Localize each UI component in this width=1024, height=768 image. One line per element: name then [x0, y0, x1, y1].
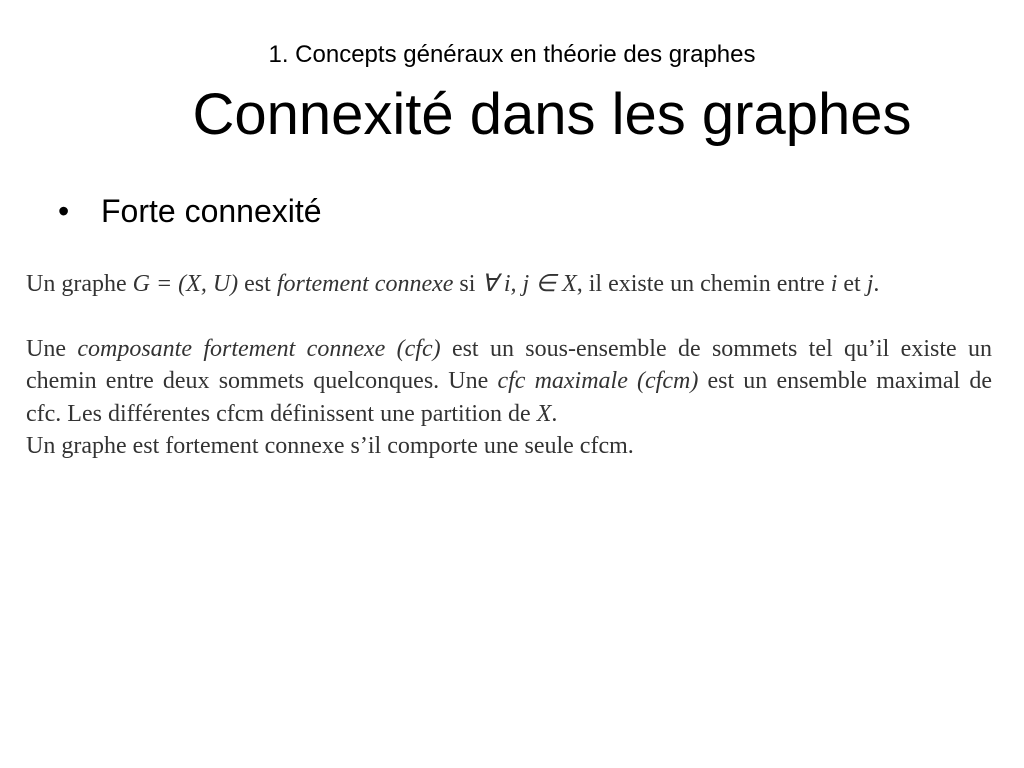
math-variable: i: [830, 271, 838, 297]
bullet-marker: •: [58, 193, 70, 229]
emphasized-term: cfc maximale (cfcm): [497, 368, 699, 394]
single-cfcm-statement: [26, 430, 992, 463]
text-run: .: [873, 271, 880, 297]
bullet-text: Forte connexité: [101, 193, 322, 229]
bullet-item: [58, 189, 322, 233]
text-run: Une: [26, 335, 78, 362]
cfc-definition: [26, 333, 992, 431]
math-variable: j: [866, 271, 874, 297]
text-run: , il existe un chemin entre: [576, 271, 831, 297]
text-run: est: [238, 271, 277, 297]
text-run: Un graphe est fortement connexe s’il comporte une seule cfcm.: [26, 433, 634, 459]
text-run: si: [453, 271, 482, 297]
text-run: est un sous-ensemble de sommets tel qu’il existe un chemin entre deux sommets quelconques. Une: [26, 335, 993, 394]
emphasized-term: fortement connexe: [276, 271, 454, 297]
slide-title: Connexité dans les graphes: [192, 82, 912, 147]
math-expression: G = (X, U): [132, 271, 239, 297]
definition-block: [26, 268, 992, 463]
text-run: est un ensemble maximal de cfc. Les différentes cfcm définissent une partition de: [26, 368, 993, 427]
math-variable: X: [536, 400, 552, 427]
emphasized-term: composante fortement connexe (cfc): [77, 335, 441, 362]
strong-connectivity-definition: [26, 268, 992, 301]
text-run: et: [837, 271, 867, 297]
section-heading: 1. Concepts généraux en théorie des graphes: [268, 41, 756, 68]
text-run: Un graphe: [26, 271, 133, 297]
math-expression: ∀ i, j ∈ X: [481, 271, 577, 297]
text-run: .: [551, 400, 558, 427]
